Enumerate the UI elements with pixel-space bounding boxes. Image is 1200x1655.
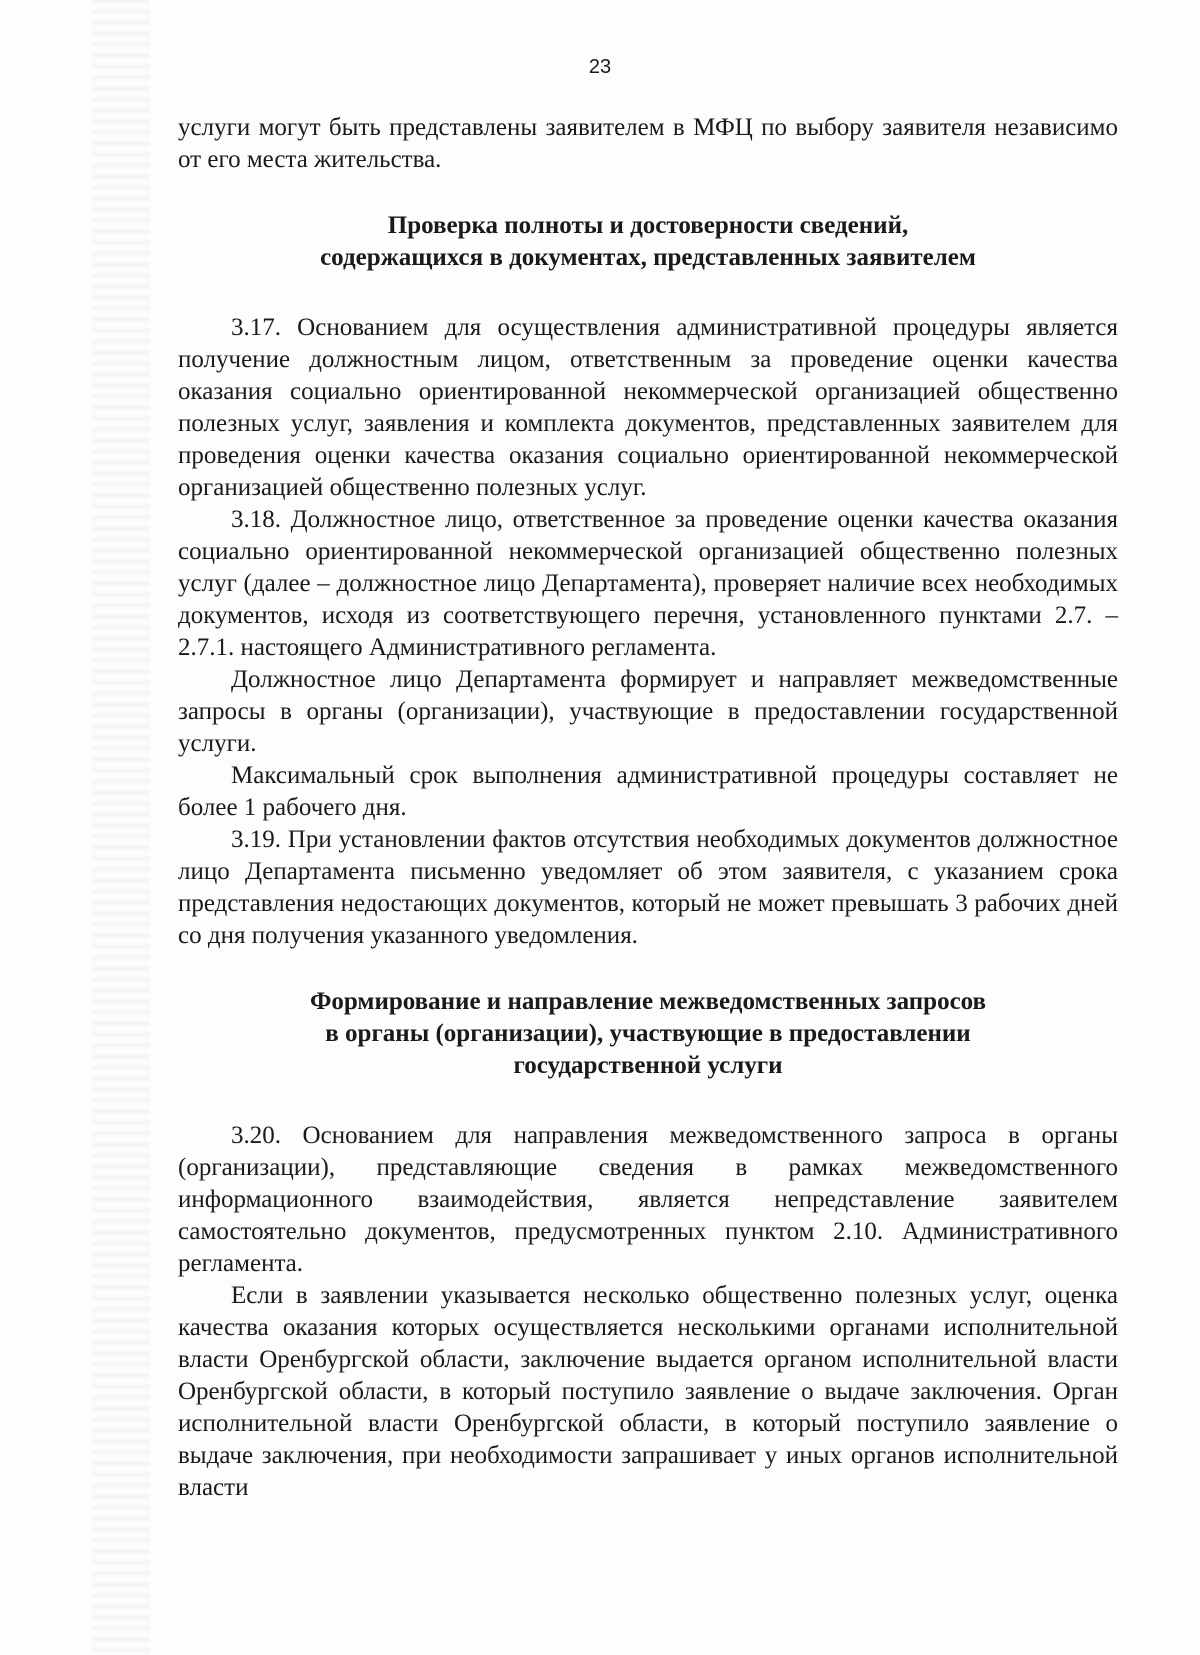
paragraph-3-18: 3.18. Должностное лицо, ответственное за проведение оценки качества оказания социально ориентированной некоммерческой организацией общественно полезных услуг (далее – должностное лицо Департамента), проверяет наличие всех необходимых документов, исходя из соответствующего перечня, установленного пунктами 2.7. – 2.7.1. настоящего Административного регламента. <box>178 506 1118 661</box>
section-heading-interagency-requests <box>178 986 1118 1082</box>
document-body <box>178 112 1118 1504</box>
heading-line: Формирование и направление межведомственных запросов <box>309 988 987 1015</box>
page-number: 23 <box>588 56 612 78</box>
paragraph-3-20: 3.20. Основанием для направления межведомственного запроса в органы (организации), представляющие сведения в рамках межведомственного информационного взаимодействия, является непредставление заявителем самостоятельно документов, предусмотренных пунктом 2.10. Административного регламента. <box>178 1122 1118 1277</box>
paragraph-3-17: 3.17. Основанием для осуществления административной процедуры является получение должностным лицом, ответственным за проведение оценки качества оказания социально ориентированной некоммерческой организацией общественно полезных услуг, заявления и комплекта документов, представленных заявителем для проведения оценки качества оказания социально ориентированной некоммерческой организацией общественно полезных услуг. <box>178 314 1118 501</box>
section-heading-verification <box>178 210 1118 274</box>
paragraph-3-18-deadline: Максимальный срок выполнения административной процедуры составляет не более 1 рабочего дня. <box>178 762 1118 821</box>
heading-line: содержащихся в документах, представленных заявителем <box>320 244 976 271</box>
heading-line: государственной услуги <box>513 1052 783 1079</box>
heading-line: Проверка полноты и достоверности сведений, <box>387 212 909 239</box>
paragraph-3-19: 3.19. При установлении фактов отсутствия необходимых документов должностное лицо Департамента письменно уведомляет об этом заявителя, с указанием срока представления недостающих документов, который не может превышать 3 рабочих дней со дня получения указанного уведомления. <box>178 826 1118 949</box>
heading-line: в органы (организации), участвующие в предоставлении <box>325 1020 971 1047</box>
paragraph-3-20-multiple-services: Если в заявлении указывается несколько общественно полезных услуг, оценка качества оказания которых осуществляется несколькими органами исполнительной власти Оренбургской области, заключение выдается органом исполнительной власти Оренбургской области, в который поступило заявление о выдаче заключения. Орган исполнительной власти Оренбургской области, в который поступило заявление о выдаче заключения, при необходимости запрашивает у иных органов исполнительной власти <box>178 1282 1118 1501</box>
paragraph-3-18-requests: Должностное лицо Департамента формирует и направляет межведомственные запросы в органы (организации), участвующие в предоставлении государственной услуги. <box>178 666 1118 757</box>
paragraph-continuation: услуги могут быть представлены заявителем в МФЦ по выбору заявителя независимо от его места жительства. <box>178 114 1118 173</box>
scan-binding-edge <box>92 0 150 1655</box>
